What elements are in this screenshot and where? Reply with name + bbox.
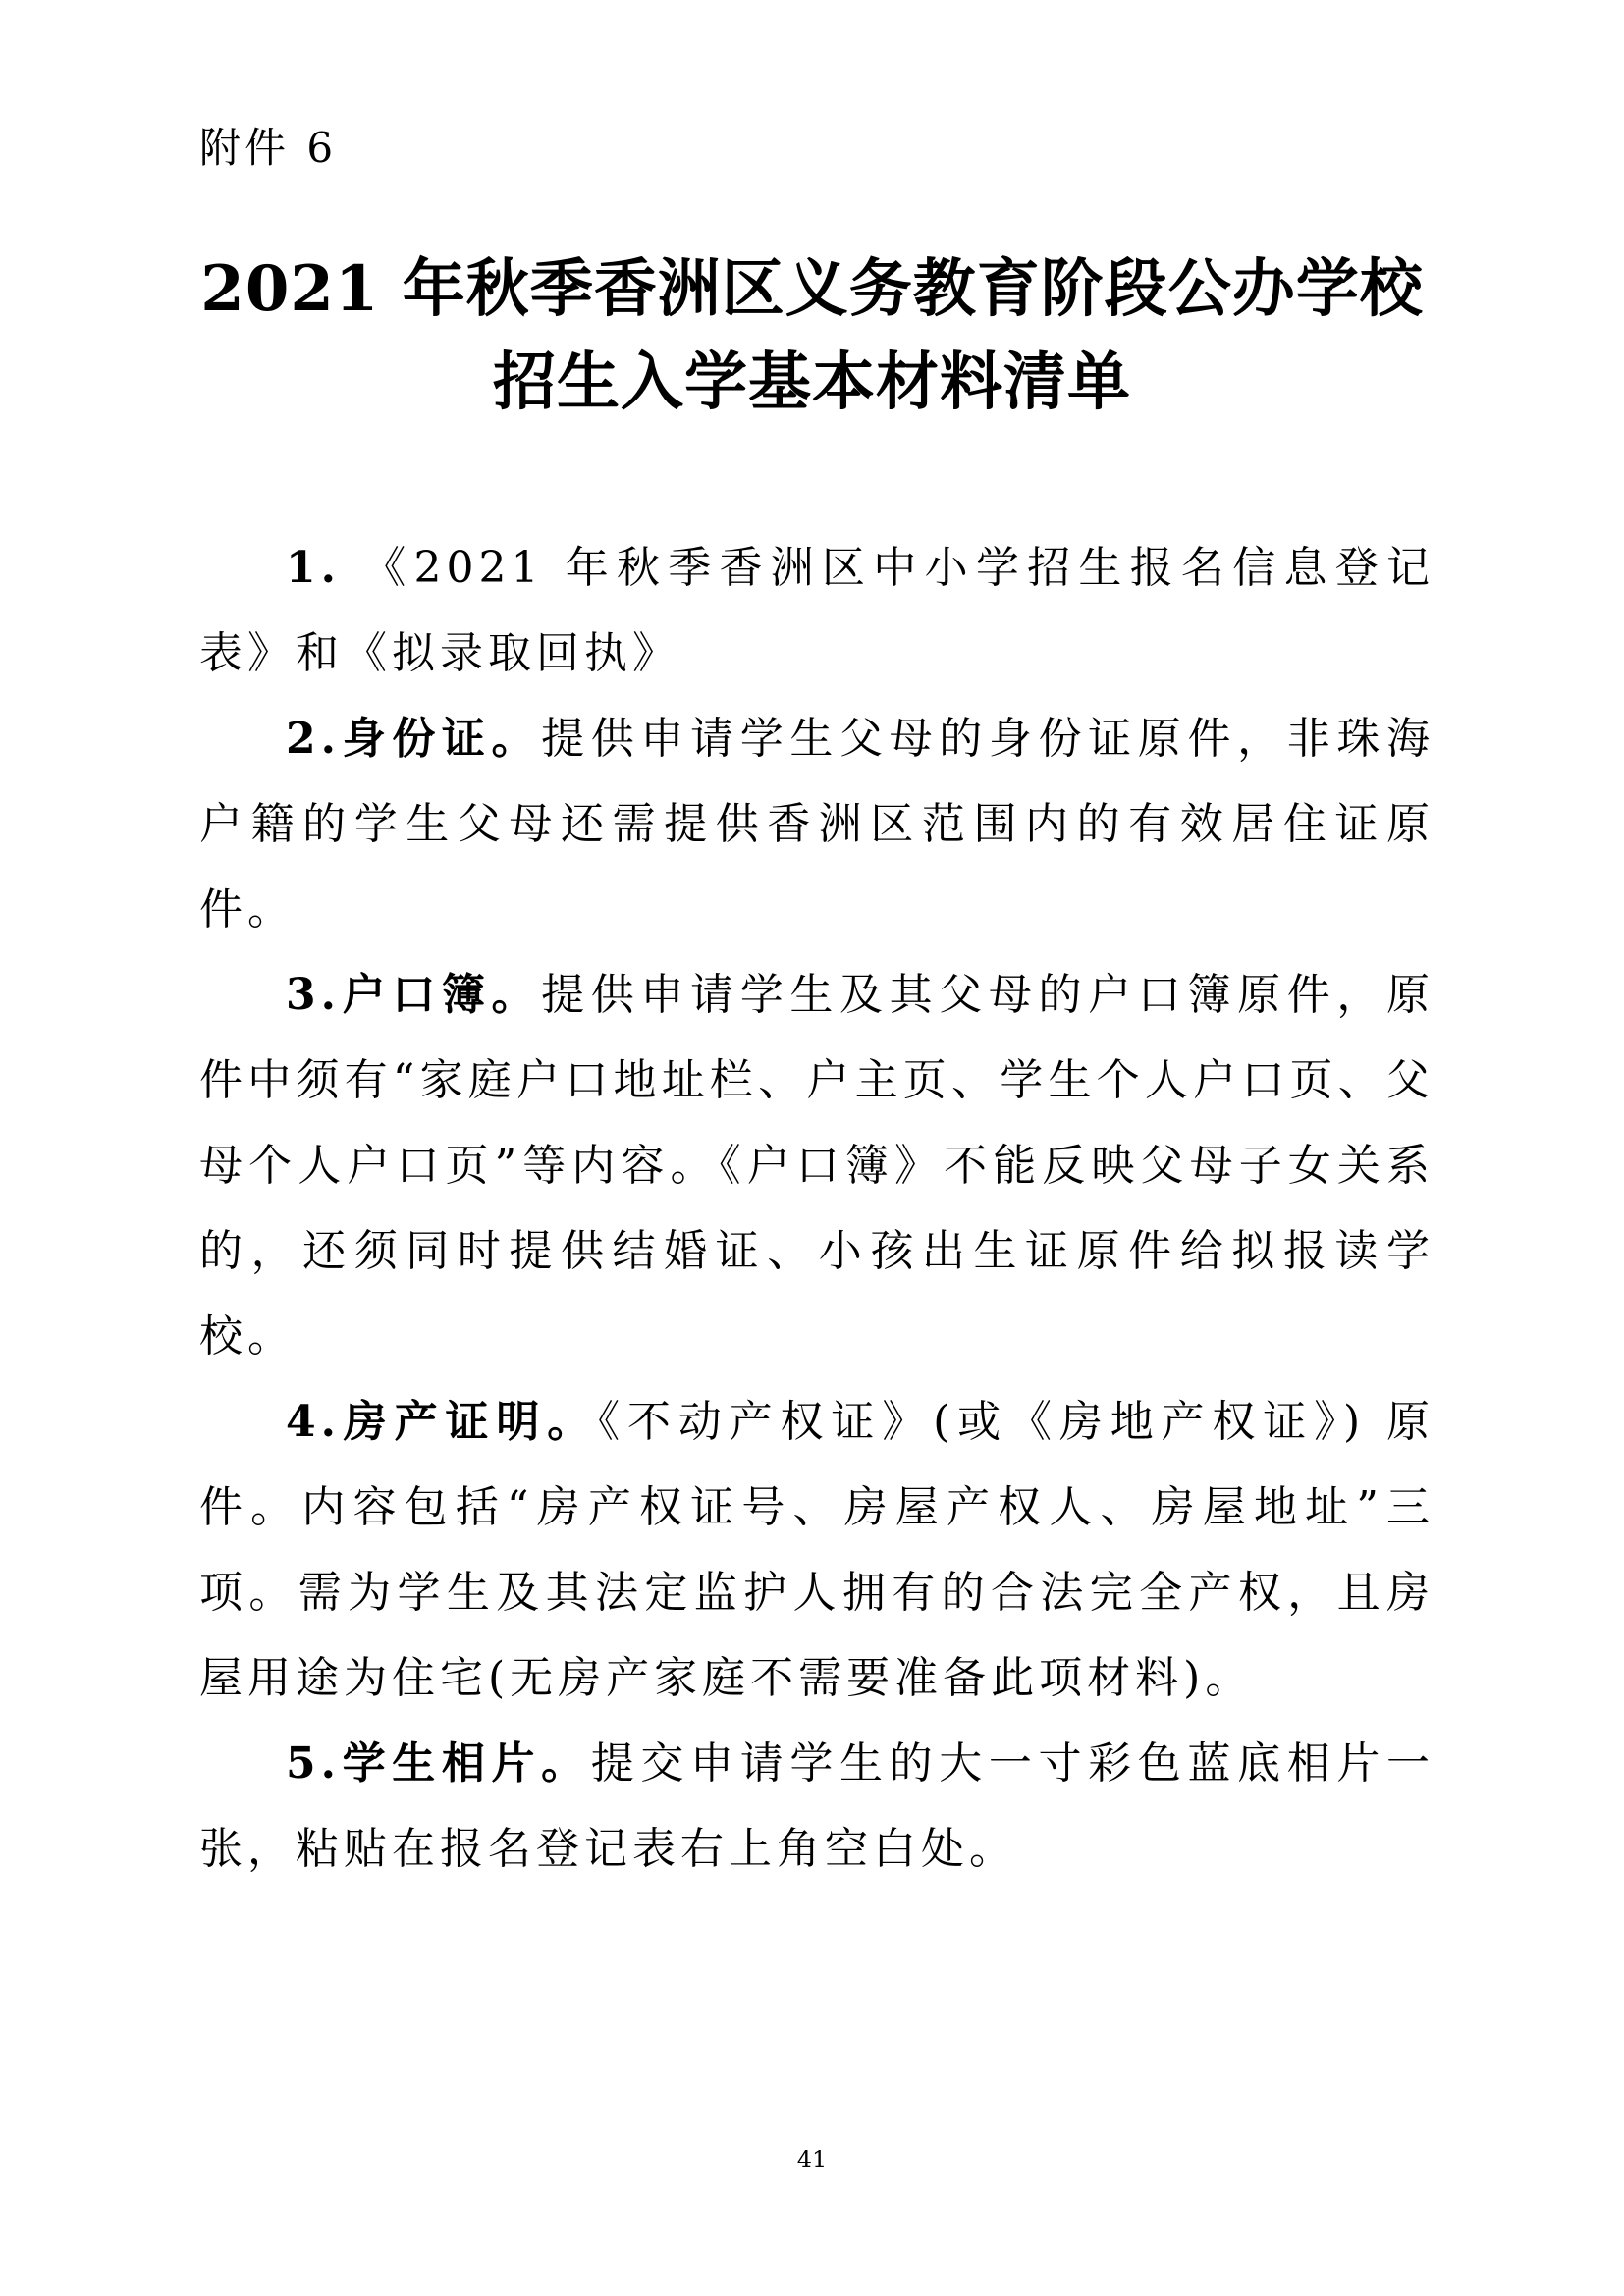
list-item-3: [199, 952, 1435, 1379]
list-item-5: [199, 1721, 1435, 1892]
item-number: 3.: [286, 970, 341, 1020]
item-heading: 身份证。: [340, 714, 542, 764]
item-heading: 学生相片。: [340, 1738, 591, 1789]
item-number: 4.: [286, 1397, 341, 1447]
item-text: 《不动产权证》(或《房地产权证》) 原件。内容包括“房产权证号、房屋产权人、房屋地址”三项。需为学生及其法定监护人拥有的合法完全产权，且房屋用途为住宅(无房产家庭不需要准备此项材料)。: [199, 1397, 1435, 1703]
item-number: 5.: [286, 1738, 341, 1789]
document-title-line-1: 2021 年秋季香洲区义务教育阶段公办学校: [200, 252, 1424, 326]
materials-list: [199, 525, 1435, 1892]
item-text: 提交申请学生的大一寸彩色蓝底相片一张，粘贴在报名登记表右上角空白处。: [199, 1738, 1435, 1874]
item-text: 提供申请学生及其父母的户口簿原件，原件中须有“家庭户口地址栏、户主页、学生个人户口页、父母个人户口页”等内容。《户口簿》不能反映父母子女关系的，还须同时提供结婚证、小孩出生证原件给拟报读学校。: [199, 970, 1435, 1362]
document-title-line-2: 招生入学基本材料清单: [493, 346, 1131, 419]
attachment-label: 附件 6: [199, 124, 338, 172]
item-heading: 户口簿。: [340, 970, 542, 1020]
list-item-1: [199, 525, 1435, 696]
item-number: 1.: [286, 543, 341, 593]
page-number: 41: [796, 2146, 828, 2173]
item-heading: 房产证明。: [340, 1397, 599, 1447]
list-item-4: [199, 1379, 1435, 1721]
list-item-2: [199, 696, 1435, 952]
item-text: 《2021 年秋季香洲区中小学招生报名信息登记表》和《拟录取回执》: [199, 543, 1435, 678]
item-number: 2.: [286, 714, 341, 764]
item-text: 提供申请学生父母的身份证原件，非珠海户籍的学生父母还需提供香洲区范围内的有效居住证原件。: [199, 714, 1435, 934]
